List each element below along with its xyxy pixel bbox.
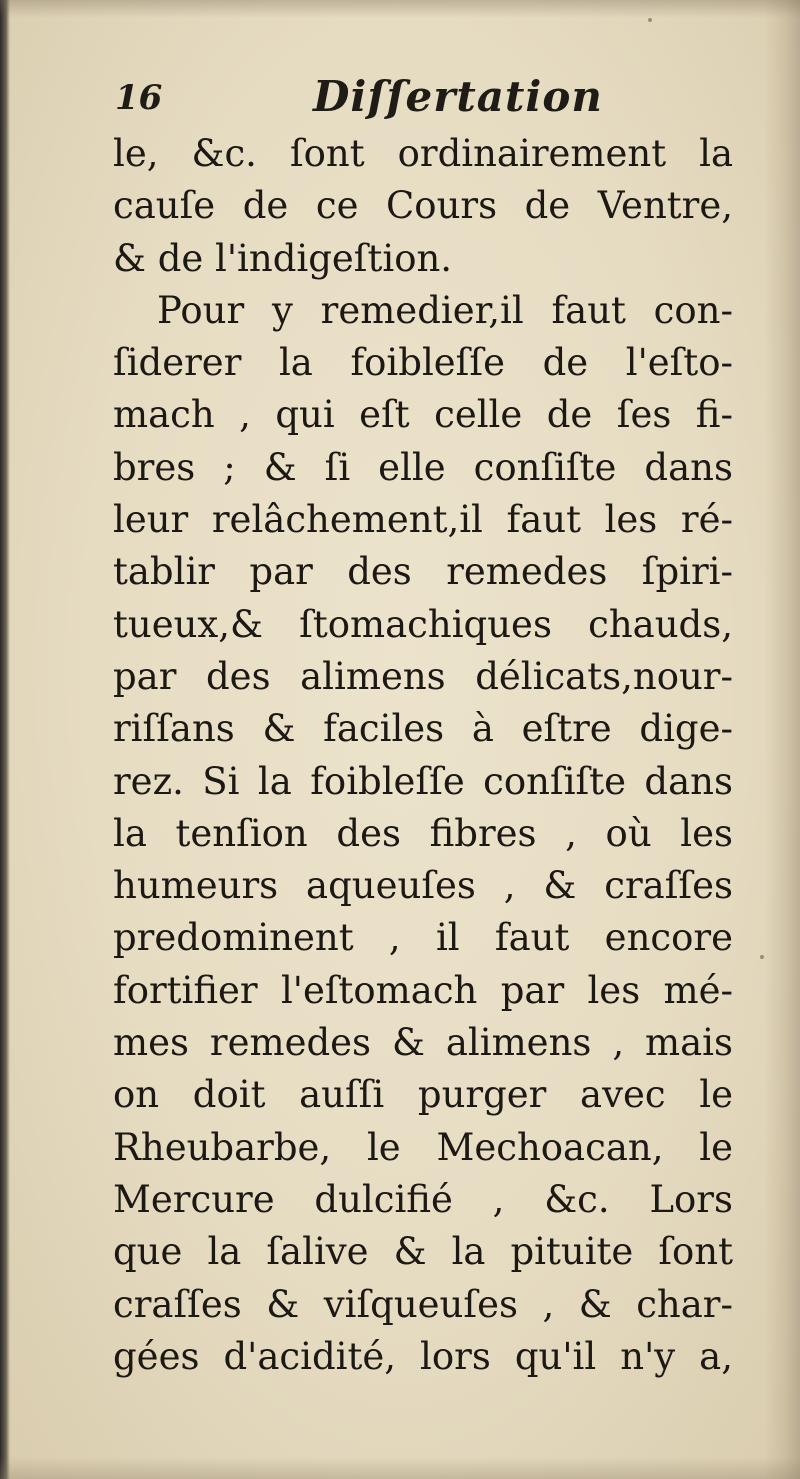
text-line: humeurs aqueuſes , & craſſes (113, 864, 733, 908)
text-line: bres ; & ſi elle conſiſte dans (113, 445, 733, 489)
page-bottom-edge (0, 1457, 800, 1479)
text-line: la tenſion des fibres , où les (113, 811, 733, 855)
text-line: rez. Si la foibleſſe conſiſte dans (113, 759, 733, 803)
text-line: mach , qui eſt celle de ſes fi- (113, 393, 733, 437)
text-line: & de l'indigeſtion. (113, 236, 453, 280)
text-line: on doit auſſi purger avec le (113, 1073, 733, 1117)
text-line: par des alimens délicats,nour- (113, 654, 733, 698)
paper-speck (648, 18, 652, 22)
text-line: Rheubarbe, le Mechoacan, le (113, 1125, 733, 1169)
text-line: tablir par des remedes ſpiri- (113, 550, 733, 594)
text-line: leur relâchement,il faut les ré- (113, 498, 733, 542)
text-line: mes remedes & alimens , mais (113, 1021, 733, 1065)
running-title: Diſſertation (313, 72, 603, 121)
text-line: predominent , il faut encore (113, 916, 733, 960)
text-line: que la ſalive & la pituite ſont (113, 1230, 733, 1274)
text-line: tueux,& ſtomachiques chauds, (113, 602, 733, 646)
page-top-edge (0, 0, 800, 18)
text-line: craſſes & viſqueuſes , & char- (113, 1282, 733, 1326)
text-line: fortifier l'eſtomach par les mé- (113, 968, 733, 1012)
text-line: gées d'acidité, lors qu'il n'y a, (113, 1334, 733, 1378)
running-header (115, 72, 725, 132)
body-text (113, 128, 733, 1383)
page-right-edge (764, 0, 800, 1479)
text-line: Mercure dulcifié , &c. Lors (113, 1177, 733, 1221)
text-line: ſiderer la foibleſſe de l'eſto- (113, 341, 733, 385)
text-line: le, &c. ſont ordinairement la (113, 132, 733, 175)
page-gutter-shadow (0, 0, 10, 1479)
paper-speck (760, 955, 764, 959)
page-number: 16 (115, 78, 163, 118)
text-line: cauſe de ce Cours de Ventre, (113, 184, 733, 228)
text-line: Pour y remedier,il faut con- (157, 288, 733, 332)
text-line: riſſans & faciles à eſtre dige- (113, 707, 733, 751)
